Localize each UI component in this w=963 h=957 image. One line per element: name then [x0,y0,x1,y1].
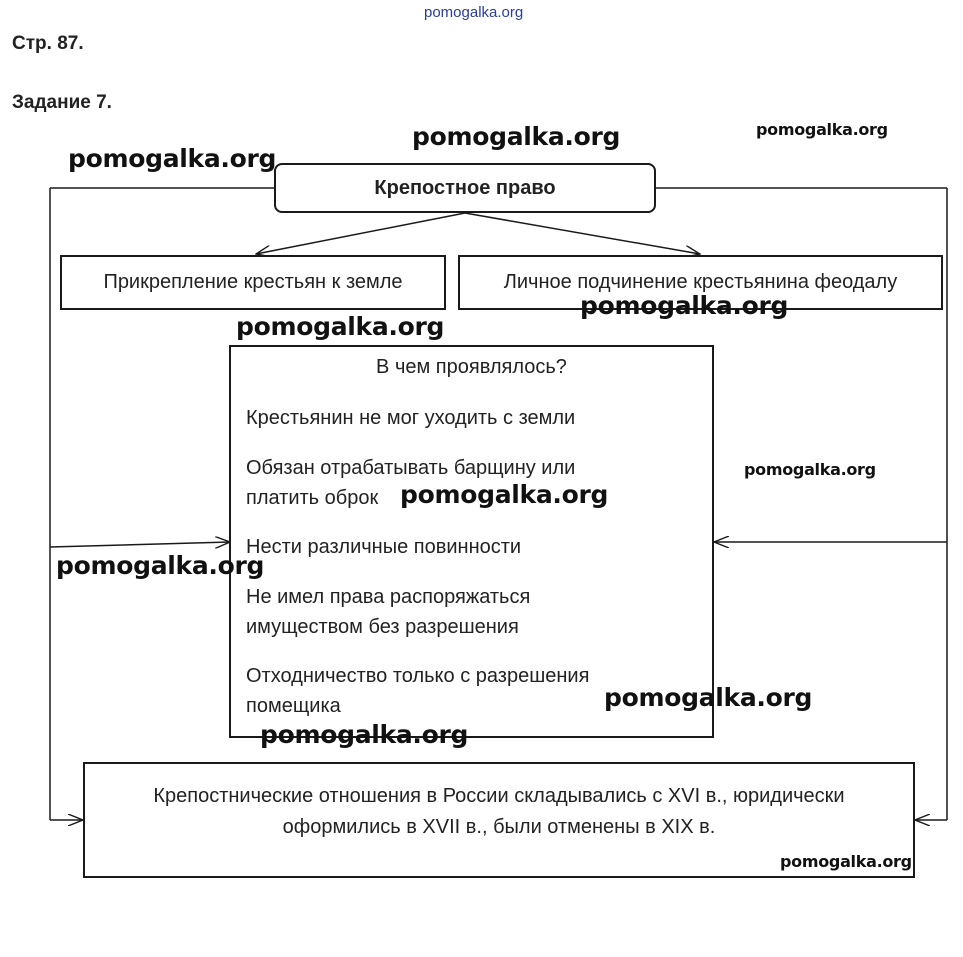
watermark: pomogalka.org [580,291,789,320]
watermark: pomogalka.org [744,460,876,479]
bottom-text: Крепостнические отношения в России складывались с XVI в., юридически оформились в XVII в., были отменены в XIX в. [153,785,845,838]
title-box [274,163,656,213]
site-watermark: pomogalka.org [424,4,524,21]
right-branch-text: Личное подчинение крестьянина феодалу [503,271,898,293]
center-item-4: Не имел права распоряжаться имуществом без разрешения [246,586,531,638]
watermark: pomogalka.org [236,312,445,341]
watermark: pomogalka.org [780,852,912,871]
title-text: Крепостное право [374,176,556,199]
center-item-2: Обязан отрабатывать барщину или платить оброк [246,457,576,509]
center-question: В чем проявлялось? [376,356,567,378]
watermark: pomogalka.org [604,683,813,712]
center-item-1: Крестьянин не мог уходить с земли [246,407,576,429]
arrow-to-right-branch [465,213,700,254]
watermark: pomogalka.org [68,144,277,173]
task-title: Задание 7. [12,92,112,113]
watermark: pomogalka.org [56,551,265,580]
page-number: Стр. 87. [12,33,84,54]
arrow-left-to-center [50,542,230,547]
center-box [229,345,714,738]
left-branch-box [60,255,446,310]
watermark: pomogalka.org [400,480,609,509]
center-item-3: Нести различные повинности [246,536,522,558]
left-branch-text: Прикрепление крестьян к земле [103,271,403,293]
arrow-to-left-branch [256,213,465,254]
watermark: pomogalka.org [756,120,888,139]
watermark: pomogalka.org [260,720,469,749]
center-item-5: Отходничество только с разрешения помещика [246,665,590,717]
watermark: pomogalka.org [412,122,621,151]
